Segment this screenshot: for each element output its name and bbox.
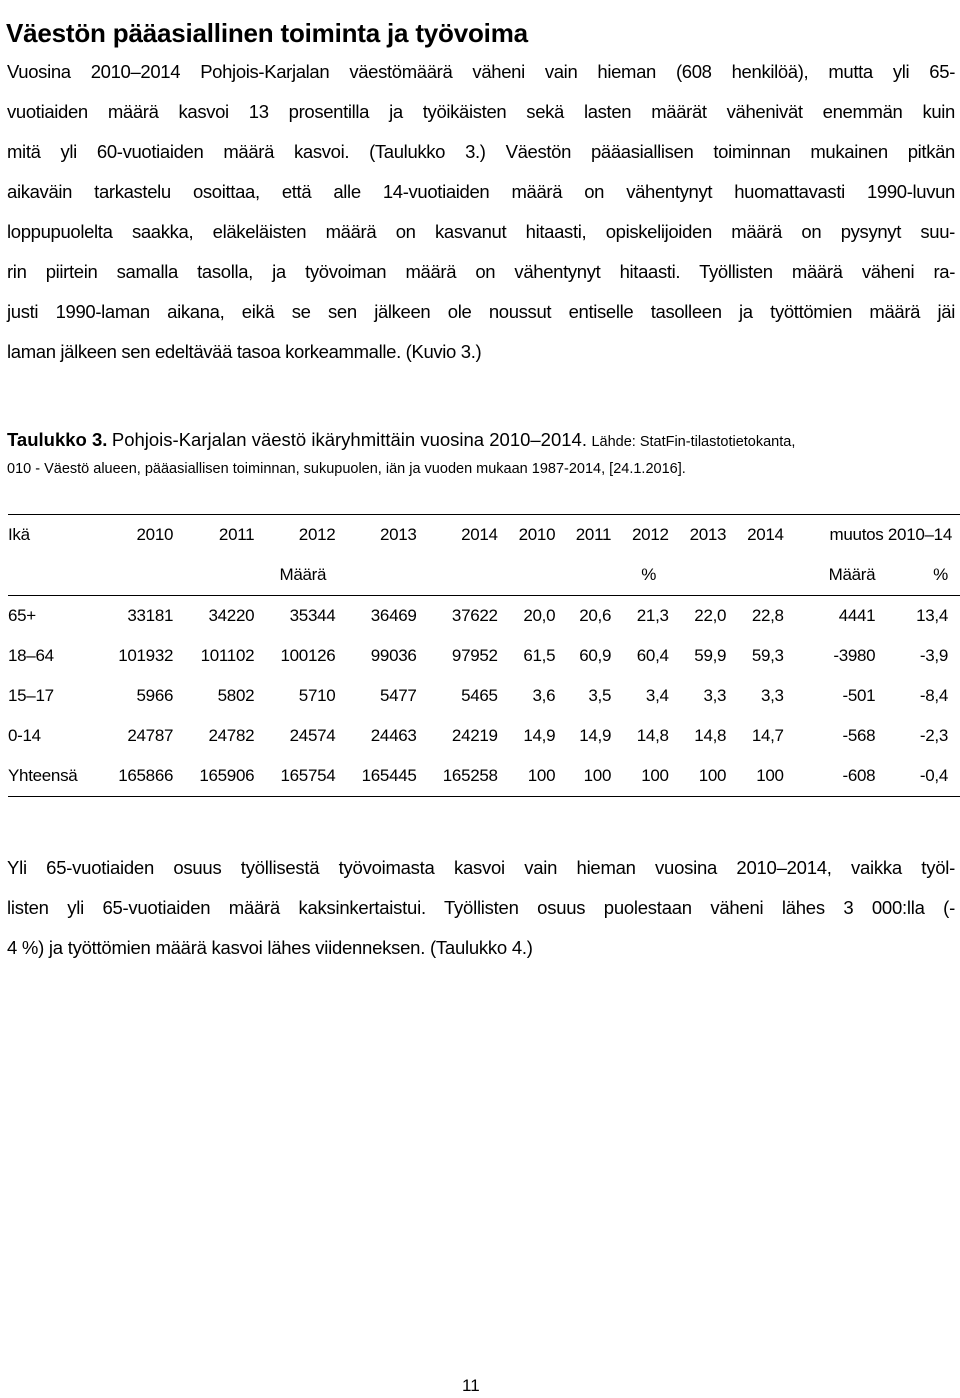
cell-count: 36469 — [370, 606, 417, 625]
cell-change-percent: -0,4 — [889, 756, 960, 797]
text-line: vuotiaiden määrä kasvoi 13 prosentilla ja työikäisten sekä lasten määrät vähenivät enemmän kuin — [7, 101, 955, 122]
cell-percent: 14,9 — [579, 726, 612, 745]
cell-percent: 59,3 — [751, 646, 784, 665]
population-table — [8, 514, 960, 797]
table-row — [8, 756, 960, 797]
column-header-year-percent: 2011 — [563, 515, 619, 556]
cell-percent: 3,4 — [645, 686, 669, 705]
table-row — [8, 596, 960, 637]
cell-count: 165754 — [262, 756, 343, 797]
subheader-change-percent: % — [889, 555, 960, 596]
cell-change: -608 — [792, 756, 890, 797]
caption-source-detail: 010 - Väestö alueen, pääasiallisen toiminnan, sukupuolen, iän ja vuoden mukaan 1987-2014, [24.1.2016]. — [7, 461, 686, 477]
cell-age: 65+ — [8, 606, 36, 625]
cell-count: 34220 — [208, 606, 255, 625]
cell-count: 99036 — [370, 646, 417, 665]
cell-count: 5477 — [379, 686, 417, 705]
text-line: rin piirtein samalla tasolla, ja työvoiman määrä on vähentynyt hitaasti. Työllisten määrä väheni ra- — [7, 261, 955, 282]
column-header-year: 2012 — [262, 515, 343, 556]
cell-percent: 100 — [734, 756, 792, 797]
cell-count: 24782 — [208, 726, 255, 745]
text-line: 4 %) ja työttömien määrä kasvoi lähes viidenneksen. (Taulukko 4.) — [7, 937, 533, 958]
cell-percent: 59,9 — [694, 646, 727, 665]
cell-count: 5465 — [461, 686, 498, 705]
cell-change-percent: 13,4 — [916, 606, 948, 625]
cell-age: Yhteensä — [8, 756, 100, 797]
cell-percent: 100 — [619, 756, 677, 797]
table-row — [8, 676, 960, 716]
cell-count: 165445 — [343, 756, 424, 797]
text-line: Vuosina 2010–2014 Pohjois-Karjalan väestömäärä väheni vain hieman (608 henkilöä), mutta yli 65- — [7, 61, 955, 82]
cell-count: 24463 — [370, 726, 417, 745]
cell-percent: 14,7 — [751, 726, 784, 745]
text-line: mitä yli 60-vuotiaiden määrä kasvoi. (Taulukko 3.) Väestön pääasiallisen toiminnan mukainen pitkän — [7, 141, 955, 162]
cell-change: -568 — [842, 726, 876, 745]
cell-percent: 60,9 — [579, 646, 612, 665]
column-header-year: 2014 — [425, 515, 506, 556]
cell-percent: 100 — [563, 756, 619, 797]
table-subheader-row — [8, 555, 960, 596]
caption-source: Lähde: StatFin-tilastotietokanta, — [591, 434, 796, 450]
text-line: loppupuolelta saakka, eläkeläisten määrä on kasvanut hitaasti, opiskelijoiden määrä on pysynyt suu- — [7, 221, 955, 242]
cell-percent: 100 — [506, 756, 564, 797]
column-header-age: Ikä — [8, 515, 100, 556]
cell-percent: 20,0 — [523, 606, 556, 625]
cell-count: 5802 — [217, 686, 255, 705]
column-header-year: 2010 — [100, 515, 181, 556]
cell-percent: 14,9 — [523, 726, 556, 745]
cell-count: 5966 — [136, 686, 174, 705]
column-header-year-percent: 2012 — [619, 515, 677, 556]
cell-percent: 22,0 — [694, 606, 727, 625]
text-line: laman jälkeen sen edeltävää tasoa korkeammalle. (Kuvio 3.) — [7, 341, 482, 362]
cell-count: 24574 — [289, 726, 336, 745]
cell-count: 35344 — [289, 606, 336, 625]
cell-age: 0-14 — [8, 726, 41, 745]
cell-percent: 100 — [677, 756, 735, 797]
cell-percent: 14,8 — [694, 726, 727, 745]
cell-change: -501 — [842, 686, 876, 705]
table-caption — [7, 420, 955, 479]
cell-count: 37622 — [451, 606, 498, 625]
column-header-year-percent: 2014 — [734, 515, 792, 556]
column-header-year: 2013 — [343, 515, 424, 556]
cell-change-percent: -2,3 — [919, 726, 948, 745]
page-number: 11 — [462, 1376, 480, 1395]
table-body — [8, 596, 960, 797]
cell-count: 100126 — [280, 646, 336, 665]
cell-count: 101102 — [200, 646, 255, 665]
table-row — [8, 716, 960, 756]
cell-count: 165866 — [100, 756, 181, 797]
caption-label: Taulukko 3. — [7, 429, 108, 450]
cell-count: 97952 — [451, 646, 498, 665]
cell-count: 5710 — [298, 686, 336, 705]
cell-percent: 3,5 — [588, 686, 612, 705]
cell-count: 101932 — [118, 646, 174, 665]
cell-change: 4441 — [838, 606, 876, 625]
column-header-year-percent: 2010 — [506, 515, 564, 556]
cell-percent: 21,3 — [636, 606, 669, 625]
cell-count: 24219 — [451, 726, 498, 745]
caption-title: Pohjois-Karjalan väestö ikäryhmittäin vuosina 2010–2014. — [111, 429, 587, 450]
page-title: Väestön pääasiallinen toiminta ja työvoima — [6, 18, 528, 49]
cell-percent: 3,3 — [760, 686, 784, 705]
cell-count: 165906 — [181, 756, 262, 797]
cell-age: 18–64 — [8, 646, 54, 665]
cell-count: 24787 — [127, 726, 174, 745]
cell-percent: 61,5 — [523, 646, 556, 665]
cell-percent: 3,3 — [703, 686, 727, 705]
cell-count: 165258 — [425, 756, 506, 797]
column-header-year: 2011 — [181, 515, 262, 556]
table-row — [8, 636, 960, 676]
cell-percent: 3,6 — [532, 686, 556, 705]
cell-count: 33181 — [127, 606, 174, 625]
column-header-change: muutos 2010–14 — [792, 515, 960, 556]
cell-percent: 14,8 — [636, 726, 669, 745]
intro-paragraph — [7, 52, 955, 372]
subheader-count: Määrä — [100, 555, 506, 596]
table-header-row — [8, 515, 960, 556]
cell-age: 15–17 — [8, 686, 54, 705]
cell-percent: 60,4 — [636, 646, 669, 665]
column-header-year-percent: 2013 — [677, 515, 735, 556]
cell-percent: 20,6 — [579, 606, 612, 625]
subheader-percent: % — [506, 555, 792, 596]
subheader-change-count: Määrä — [792, 555, 890, 596]
cell-percent: 22,8 — [751, 606, 784, 625]
cell-change-percent: -3,9 — [919, 646, 948, 665]
closing-paragraph — [7, 848, 955, 968]
text-line: Yli 65-vuotiaiden osuus työllisestä työvoimasta kasvoi vain hieman vuosina 2010–2014, vaikka työl- — [7, 857, 955, 878]
cell-change-percent: -8,4 — [919, 686, 948, 705]
text-line: listen yli 65-vuotiaiden määrä kaksinkertaistui. Työllisten osuus puolestaan väheni lähes 3 000:lla (- — [7, 897, 955, 918]
text-line: justi 1990-laman aikana, eikä se sen jälkeen ole noussut entiselle tasolleen ja työttömien määrä jäi — [7, 301, 955, 322]
cell-change: -3980 — [833, 646, 876, 665]
text-line: aikaväin tarkastelu osoittaa, että alle 14-vuotiaiden määrä on vähentynyt huomattavasti 1990-luvun — [7, 181, 955, 202]
